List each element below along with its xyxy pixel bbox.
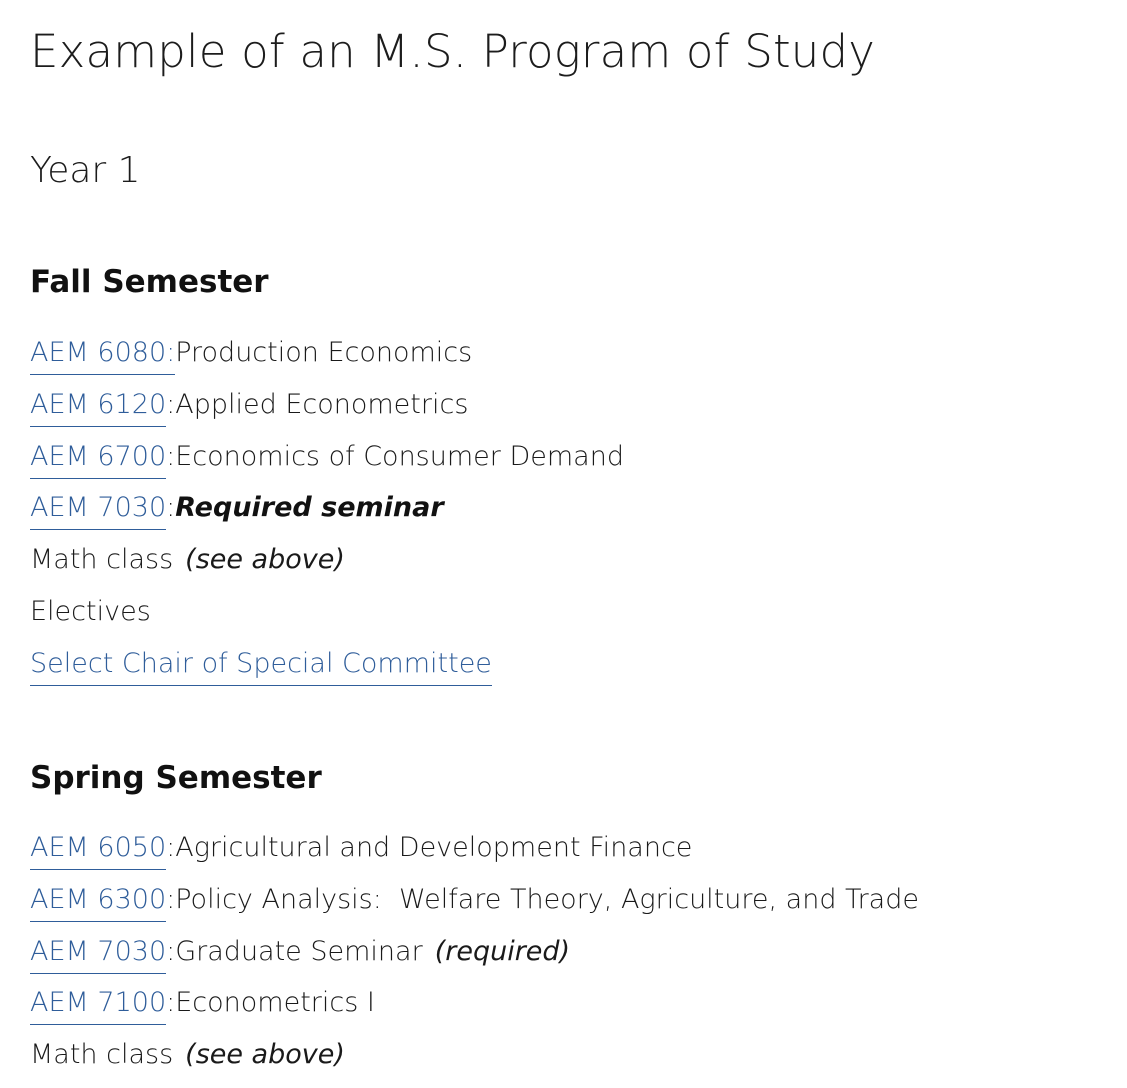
separator: : xyxy=(166,987,176,1019)
separator: : xyxy=(166,492,176,524)
page-title: Example of an M.S. Program of Study xyxy=(30,25,876,78)
course-title: Applied Econometrics xyxy=(175,388,469,420)
course-title: Economics of Consumer Demand xyxy=(175,440,624,472)
list-item xyxy=(30,334,624,386)
course-link-aem-7030[interactable]: AEM 7030 xyxy=(30,933,166,974)
separator: : xyxy=(166,832,176,863)
math-class-note: (see above) xyxy=(185,1039,345,1071)
course-title: Econometrics I xyxy=(175,987,375,1019)
list-item xyxy=(30,386,624,438)
course-title: Agricultural and Development Finance xyxy=(175,832,693,863)
course-title: Production Economics xyxy=(175,337,473,368)
spring-semester-heading: Spring Semester xyxy=(30,760,322,796)
course-link-aem-7100[interactable]: AEM 7100 xyxy=(30,984,166,1025)
course-link-aem-6700[interactable]: AEM 6700 xyxy=(30,438,166,479)
course-link-aem-6120[interactable]: AEM 6120 xyxy=(30,386,166,427)
list-item xyxy=(30,593,624,645)
course-title: Graduate Seminar xyxy=(175,935,423,967)
list-item xyxy=(30,1036,919,1088)
math-class-label: Math class xyxy=(30,1039,174,1071)
separator: : xyxy=(166,440,176,472)
fall-semester-heading: Fall Semester xyxy=(30,264,269,300)
list-item xyxy=(30,438,624,490)
course-link-aem-6080[interactable]: AEM 6080: xyxy=(30,334,175,375)
spring-course-list xyxy=(30,829,919,1088)
select-chair-link[interactable]: Select Chair of Special Committee xyxy=(30,645,492,686)
separator: : xyxy=(166,935,176,967)
separator: : xyxy=(166,883,176,915)
course-link-aem-6050[interactable]: AEM 6050 xyxy=(30,829,166,870)
list-item xyxy=(30,489,624,541)
year-heading: Year 1 xyxy=(30,150,141,191)
fall-course-list xyxy=(30,334,624,697)
list-item xyxy=(30,881,919,933)
required-note: (required) xyxy=(434,935,571,967)
list-item xyxy=(30,984,919,1036)
electives-label: Electives xyxy=(30,595,151,627)
math-class-label: Math class xyxy=(30,544,174,576)
course-link-aem-7030[interactable]: AEM 7030 xyxy=(30,489,166,530)
list-item xyxy=(30,645,624,697)
list-item xyxy=(30,933,919,985)
course-title: Required seminar xyxy=(175,492,444,524)
math-class-note: (see above) xyxy=(185,544,345,576)
separator: : xyxy=(166,388,176,420)
list-item xyxy=(30,829,919,881)
course-title: Policy Analysis: Welfare Theory, Agriculture, and Trade xyxy=(175,883,919,915)
course-link-aem-6300[interactable]: AEM 6300 xyxy=(30,881,166,922)
list-item xyxy=(30,541,624,593)
